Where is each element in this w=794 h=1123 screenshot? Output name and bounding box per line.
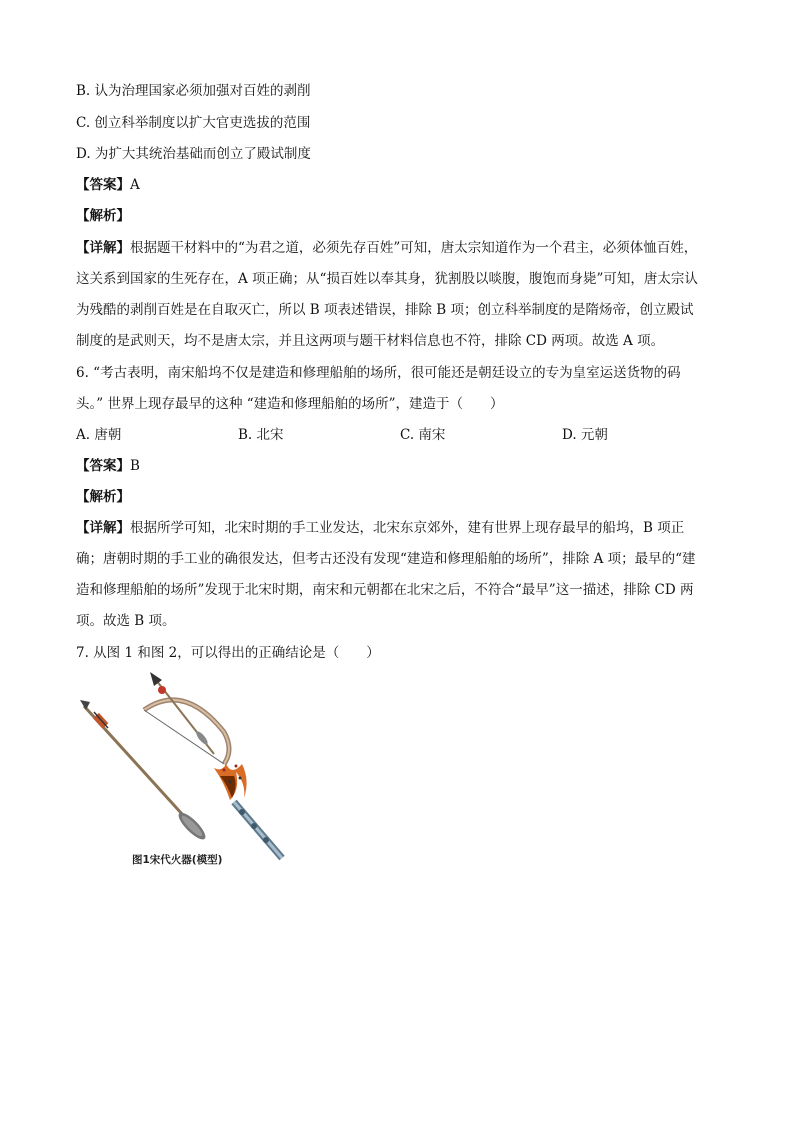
fire-lance-illustration <box>214 764 282 858</box>
q6-stem-line-1: 6. “考古表明，南宋船坞不仅是建造和修理船舶的场所，很可能还是朝廷设立的专为皇室运送货物的码 <box>76 365 681 381</box>
q7-stem: 7. 从图 1 和图 2，可以得出的正确结论是（ ） <box>76 645 380 661</box>
q5-detail-line-3: 为残酷的剥削百姓是在自取灭亡，所以 B 项表述错误，排除 B 项；创立科举制度的是隋炀帝，创立殿试 <box>76 302 694 318</box>
detail-label: 【详解】 <box>76 240 130 256</box>
q5-option-b: B. 认为治理国家必须加强对百姓的剥削 <box>76 83 311 99</box>
detail-text: 根据所学可知，北宋时期的手工业发达，北宋东京郊外，建有世界上现存最早的船坞，B 项正 <box>130 520 685 536</box>
q5-detail-line-1 <box>76 239 697 257</box>
q5-option-c: C. 创立科举制度以扩大官吏选拔的范围 <box>76 115 311 131</box>
detail-label: 【详解】 <box>76 520 130 536</box>
q5-analysis-label: 【解析】 <box>76 208 130 224</box>
answer-value: B <box>130 458 140 474</box>
q6-analysis-label: 【解析】 <box>76 489 130 505</box>
q6-option-d: D. 元朝 <box>562 427 608 443</box>
q6-detail-line-4: 项。故选 B 项。 <box>76 613 176 629</box>
q6-option-a: A. 唐朝 <box>76 427 122 443</box>
q5-detail-line-2: 这关系到国家的生死存在，A 项正确；从“损百姓以奉其身，犹割股以啖腹，腹饱而身毙”可知，唐太宗认 <box>76 271 698 287</box>
answer-label: 【答案】 <box>76 458 130 474</box>
q5-option-d: D. 为扩大其统治基础而创立了殿试制度 <box>76 146 311 162</box>
q6-stem-line-2: 头。” 世界上现存最早的这种 “建造和修理船舶的场所”，建造于（ ） <box>76 396 504 412</box>
song-fire-weapons-figure <box>74 672 294 872</box>
q6-detail-line-2: 确；唐朝时期的手工业的确很发达，但考古还没有发现“建造和修理船舶的场所”，排除 A 项；最早的“建 <box>76 551 696 567</box>
answer-value: A <box>130 177 140 193</box>
q5-detail-line-4: 制度的是武则天，均不是唐太宗，并且这两项与题干材料信息也不符，排除 CD 两项。故选 A 项。 <box>76 333 665 349</box>
crossbow-illustration <box>144 672 229 764</box>
q6-answer <box>76 457 140 475</box>
figure-caption: 图1宋代火器(模型) <box>132 854 223 866</box>
q6-option-c: C. 南宋 <box>400 427 446 443</box>
answer-label: 【答案】 <box>76 177 130 193</box>
q6-option-b: B. 北宋 <box>238 427 284 443</box>
q6-detail-line-3: 造和修理船舶的场所”发现于北宋时期，南宋和元朝都在北宋之后，不符合“最早”这一描述，排除 CD 两 <box>76 582 694 598</box>
q5-answer <box>76 176 140 194</box>
detail-text: 根据题干材料中的“为君之道，必须先存百姓”可知，唐太宗知道作为一个君主，必须体恤百姓， <box>130 240 698 256</box>
q6-detail-line-1 <box>76 519 684 537</box>
